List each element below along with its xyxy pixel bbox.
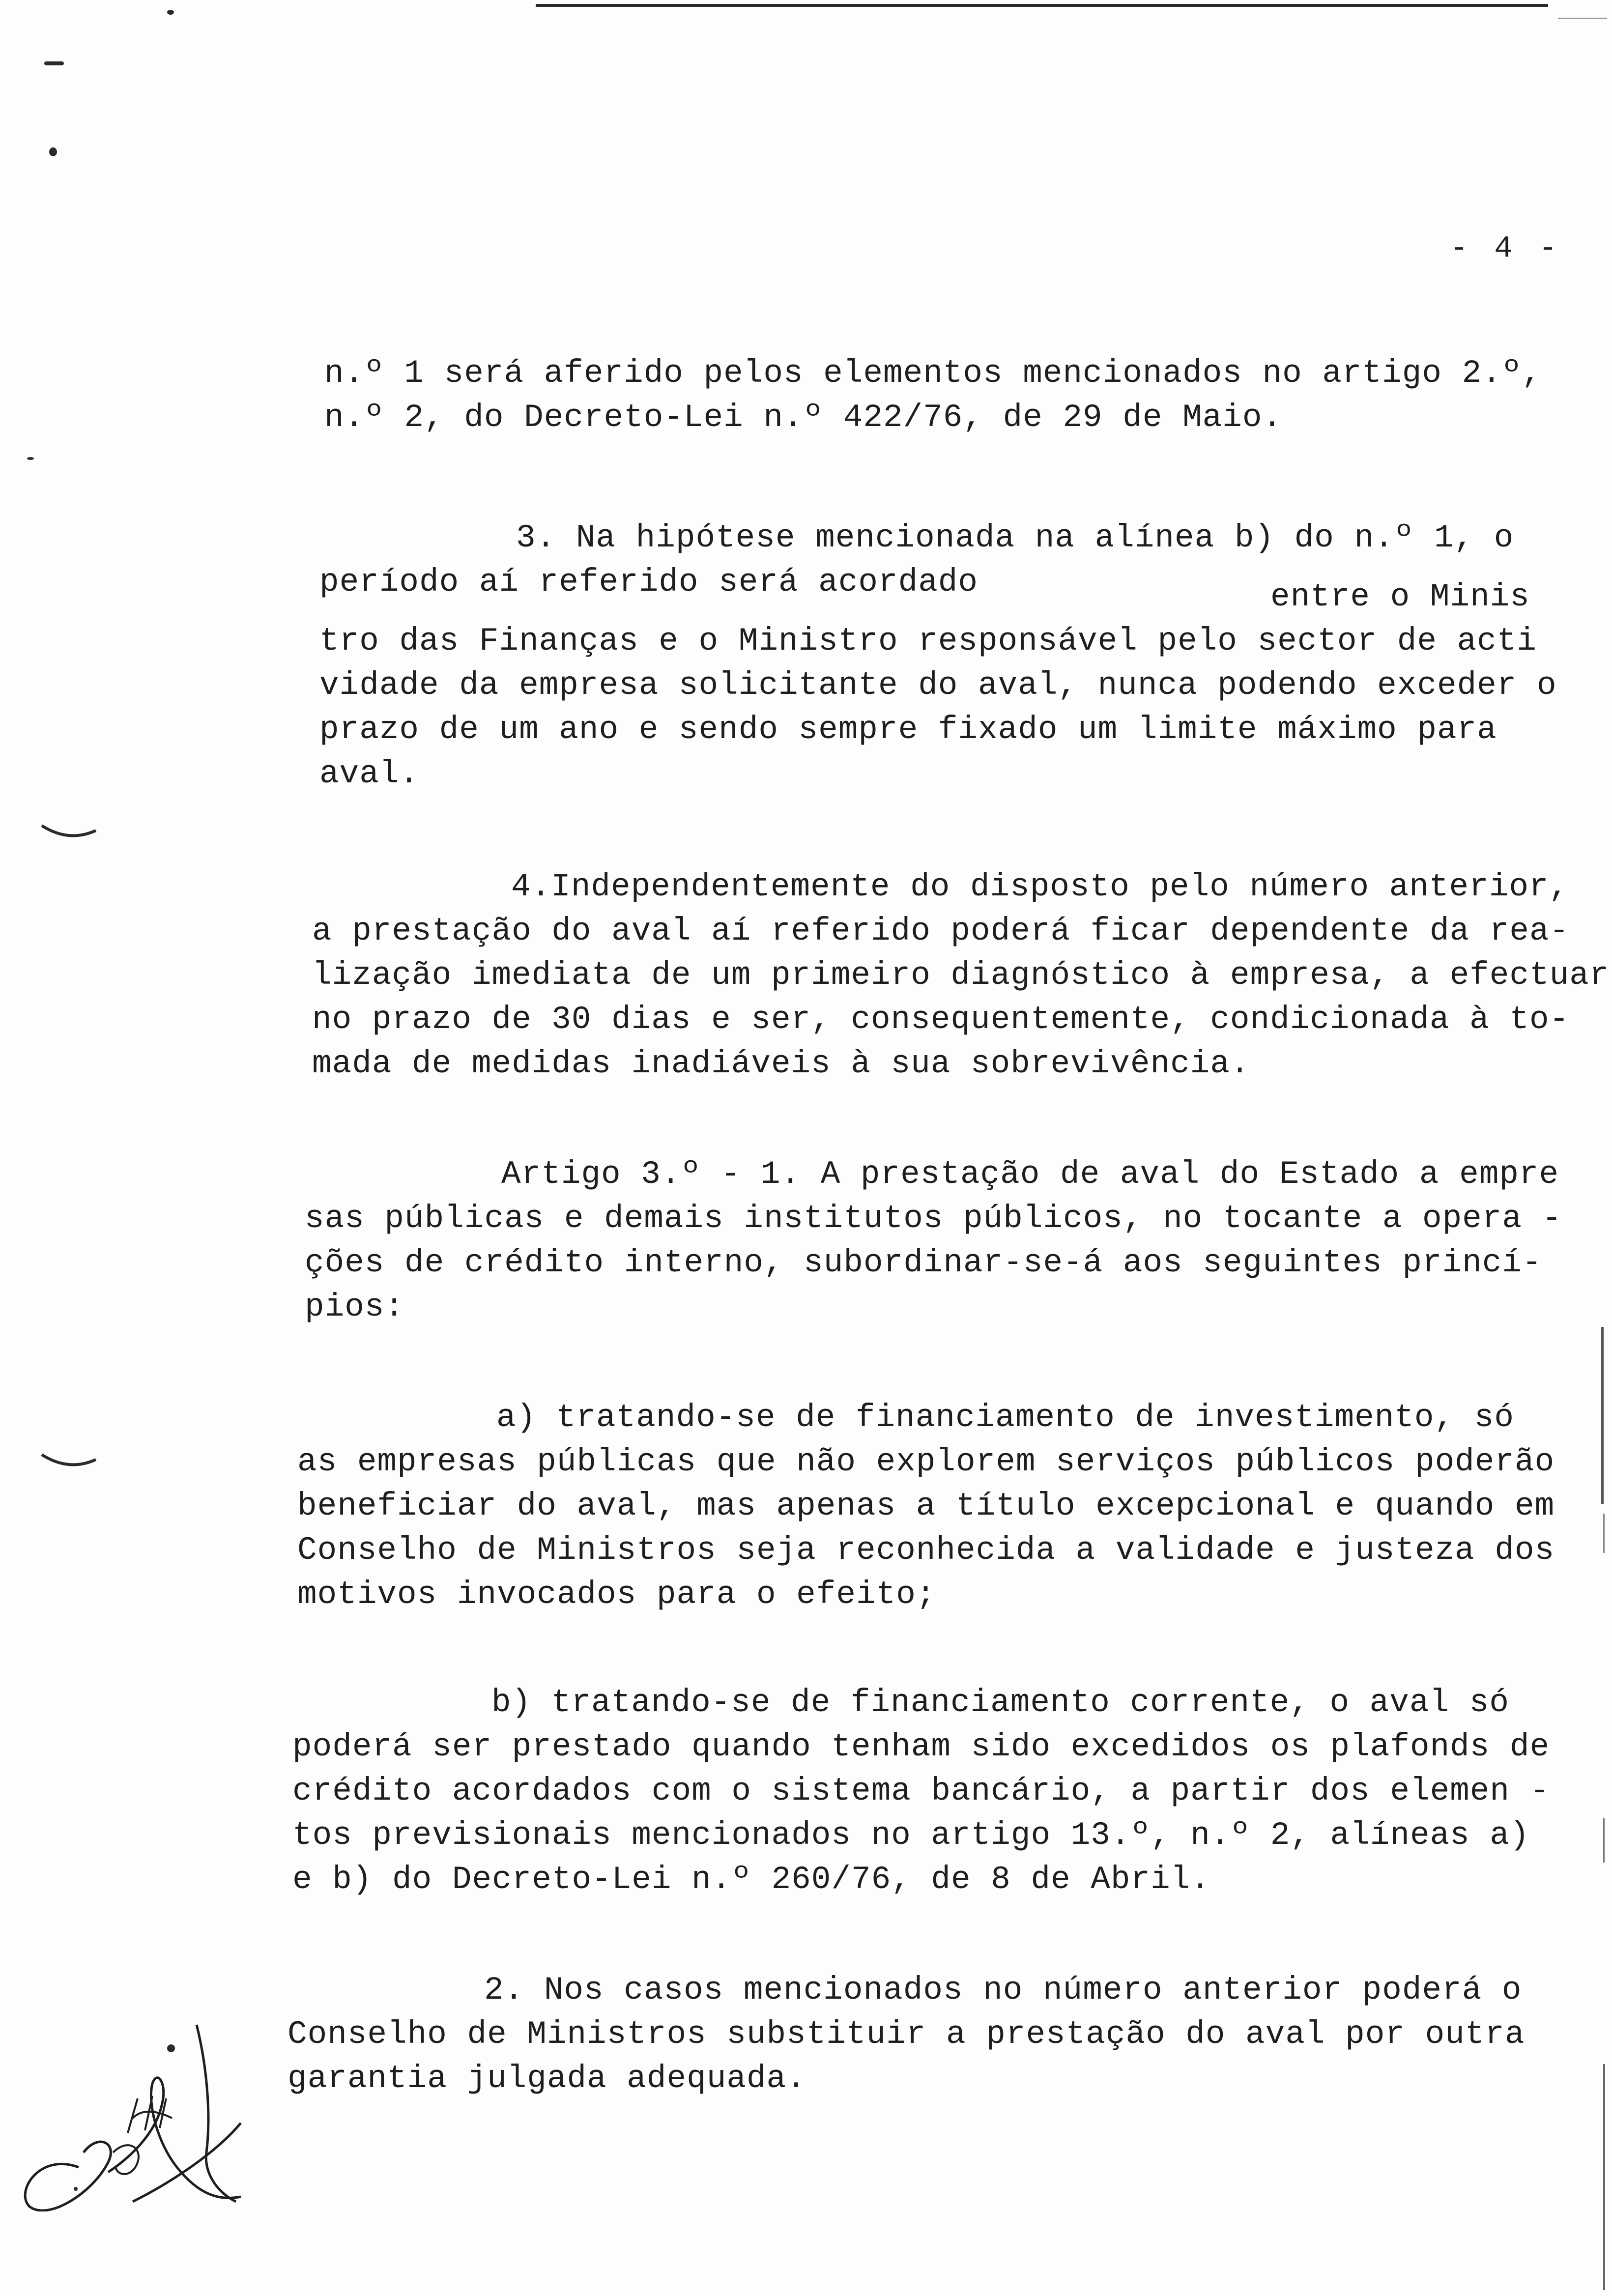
scan-edge-mark [1603, 1514, 1605, 1553]
text-line: prazo de um ano e sendo sempre fixado um limite máximo para [319, 711, 1497, 748]
text-line: n.º 1 será aferido pelos elementos mencionados no artigo 2.º, [324, 355, 1542, 392]
top-rule [536, 4, 1548, 7]
text-line: período aí referido será acordado [319, 564, 979, 601]
text-line: beneficiar do aval, mas apenas a título excepcional e quando em [297, 1488, 1555, 1524]
text-line: entre o Minis [1270, 578, 1530, 615]
text-line: 2. Nos casos mencionados no número anterior poderá o [484, 1972, 1522, 2009]
text-line: e b) do Decreto-Lei n.º 260/76, de 8 de Abril. [292, 1861, 1210, 1898]
text-line: as empresas públicas que não explorem serviços públicos poderão [297, 1443, 1555, 1480]
text-line: tos previsionais mencionados no artigo 13.º, n.º 2, alíneas a) [292, 1817, 1530, 1854]
text-line: crédito acordados com o sistema bancário, a partir dos elemen - [292, 1773, 1550, 1809]
text-line: aval. [319, 755, 420, 792]
text-line: no prazo de 30 dias e ser, consequentemente, condicionada à to- [312, 1001, 1570, 1038]
scan-mark [44, 61, 64, 65]
page-number: - 4 - [1450, 231, 1561, 266]
text-line: ções de crédito interno, subordinar-se-á aos seguintes princí- [305, 1244, 1542, 1281]
text-line: 4.Independentemente do disposto pelo número anterior, [511, 868, 1569, 905]
text-line: sas públicas e demais institutos públicos, no tocante a opera - [305, 1200, 1562, 1237]
text-line: lização imediata de um primeiro diagnóstico à empresa, a efectuar [312, 957, 1610, 994]
text-line: motivos invocados para o efeito; [297, 1576, 936, 1613]
margin-punch-mark [39, 816, 98, 845]
text-line: tro das Finanças e o Ministro responsável pelo sector de acti [319, 623, 1537, 660]
scan-edge-mark [1603, 1818, 1605, 1863]
text-line: poderá ser prestado quando tenham sido excedidos os plafonds de [292, 1728, 1550, 1765]
top-rule-faint [1558, 18, 1607, 19]
text-line: b) tratando-se de financiamento corrente, o aval só [491, 1684, 1509, 1721]
text-line: Conselho de Ministros seja reconhecida a validade e justeza dos [297, 1532, 1555, 1569]
scan-edge-mark [1603, 2064, 1605, 2290]
text-line: vidade da empresa solicitante do aval, nunca podendo exceder o [319, 667, 1557, 704]
text-line: 3. Na hipótese mencionada na alínea b) do n.º 1, o [516, 519, 1514, 556]
scan-speck [49, 147, 57, 156]
text-line: garantia julgada adequada. [288, 2060, 806, 2097]
text-line: mada de medidas inadiáveis à sua sobrevivência. [312, 1045, 1250, 1082]
handwritten-signature [10, 2005, 285, 2211]
text-line: Artigo 3.º - 1. A prestação de aval do Estado a empre [501, 1156, 1559, 1193]
text-line: Conselho de Ministros substituir a prestação do aval por outra [288, 2016, 1525, 2053]
scan-speck [27, 457, 34, 460]
text-line: n.º 2, do Decreto-Lei n.º 422/76, de 29 de Maio. [324, 399, 1283, 436]
scan-speck [167, 10, 174, 15]
text-line: pios: [305, 1289, 405, 1325]
margin-punch-mark [39, 1445, 98, 1474]
text-line: a) tratando-se de financiamento de investimento, só [496, 1399, 1514, 1436]
scan-edge-mark [1601, 1327, 1604, 1504]
text-line: a prestação do aval aí referido poderá ficar dependente da rea- [312, 913, 1570, 949]
